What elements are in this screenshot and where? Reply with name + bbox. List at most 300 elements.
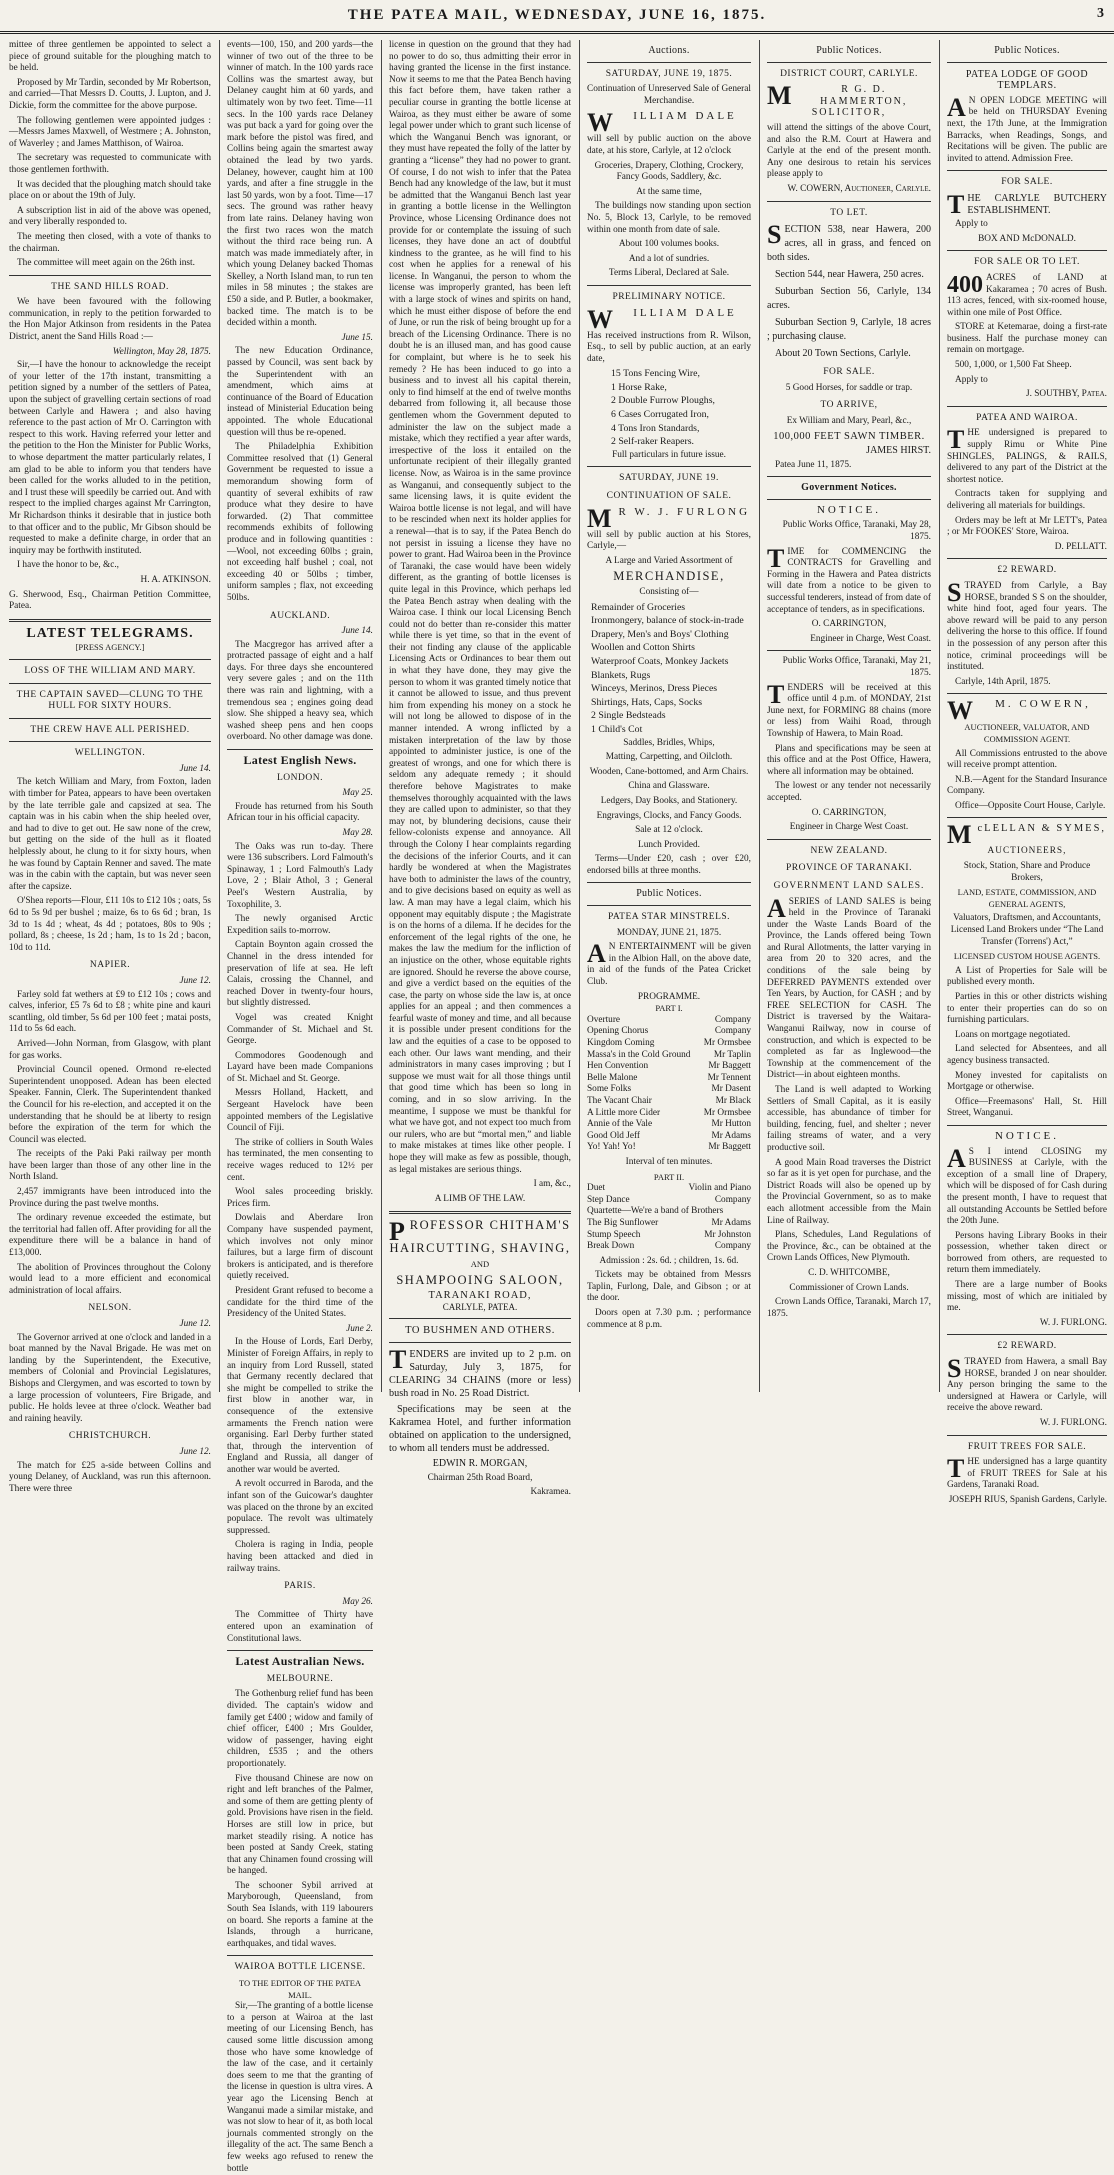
paragraph: It was decided that the ploughing match should take place on or about the 19th of July. bbox=[9, 179, 211, 202]
signature: A LIMB OF THE LAW. bbox=[434, 1193, 526, 1204]
ad-body: Groceries, Drapery, Clothing, Crockery, Fancy Goods, Saddlery, &c. bbox=[594, 160, 744, 183]
paragraph: The Oaks was run to-day. There were 136 subscribers. Lord Falmouth's Spinaway, 1 ; Lord Falmouth's Lady Love, 2 ; Blair Athol, 3 ; General Peel's Western Australia, by Toxophilite, 3. bbox=[227, 841, 373, 910]
ad-heading: PATEA AND WAIROA. bbox=[976, 412, 1078, 423]
paragraph: The schooner Sybil arrived at Maryborough, Queensland, from South Sea Islands, with 119 labourers on board. She reports a famine at the Islands, through a hurricane, earthquakes, and tidal waves. bbox=[227, 1880, 373, 1949]
programme-list bbox=[587, 1183, 751, 1253]
dateline: May 25. bbox=[342, 788, 373, 799]
paragraph: Five thousand Chinese are now on right and left branches of the Palmer, and some of them are getting plenty of gold. Provisions have risen in the field. Horses are still low in price, but market steadily rising. A notice has been posted at Sandy Creek, stating that any Chinamen found crossing will be hanged. bbox=[227, 1773, 373, 1877]
ad-body: Wooden, Cane-bottomed, and Arm Chairs. bbox=[589, 766, 749, 777]
programme-row bbox=[587, 1015, 751, 1027]
programme-item: Overture bbox=[587, 1014, 621, 1025]
ad-body: Valuators, Draftsmen, and Accountants, Licensed Land Brokers under “The Land Transfer (Torrens') Act,” bbox=[950, 913, 1104, 947]
ad-body: ASERIES of LAND SALES is being held in the Province of Taranaki under the Waste Lands Board of the Province, the Lands offered being Town and Rural Allotments, the latter varying in area from 20 to 320 acres, and the conditions of the sale being by DEFERRED PAYMENTS extended over Ten Years, by Auction, for CASH ; and by FREE SELECTION for CASH. The District is traversed by the Waitara-Wanganui Railway, now in course of construction, and which is expected to be completed as far as Inglewood—the Township at the commencement of the District—in about eighteen months. bbox=[767, 893, 931, 1081]
programme-performer: Mr Adams bbox=[711, 1217, 751, 1228]
signature: D. PELLATT. bbox=[1054, 541, 1107, 552]
ad-date: MONDAY, JUNE 21, 1875. bbox=[616, 927, 722, 938]
drop-cap: T bbox=[947, 425, 965, 455]
firm-name: McLELLAN & SYMES, bbox=[947, 820, 1107, 850]
ad-heading: FRUIT TREES FOR SALE. bbox=[967, 1441, 1087, 1452]
divider bbox=[947, 1125, 1107, 1126]
programme-row bbox=[587, 1183, 751, 1195]
programme-item: Good Old Jeff bbox=[587, 1130, 641, 1141]
programme-item: Step Dance bbox=[587, 1194, 630, 1205]
paragraph: Vogel was created Knight Commander of St. Michael and St. George. bbox=[227, 1012, 373, 1047]
paragraph: Farley sold fat wethers at £9 to £12 10s ; cows and calves, inferior, £5 7s 6d to £8 ; white pine and kauri scantling, old timber, 5s 6d per 100 feet ; matai posts, 11d to 5s 6d each. bbox=[9, 989, 211, 1035]
drop-cap: T bbox=[947, 189, 965, 219]
programme-row bbox=[587, 1230, 751, 1242]
paragraph: The strike of colliers in South Wales has terminated, the men consenting to receive wages reduced to 12½ per cent. bbox=[227, 1137, 373, 1183]
press-agency-tag: [PRESS AGENCY.] bbox=[75, 642, 145, 653]
divider bbox=[227, 749, 373, 750]
list-item: 2 Double Furrow Ploughs, bbox=[611, 395, 715, 407]
auctioneer-name: W ILLIAM DALE bbox=[587, 304, 737, 334]
divider bbox=[947, 1334, 1107, 1335]
divider bbox=[947, 558, 1107, 559]
ad-body: At the same time, bbox=[636, 186, 702, 197]
paragraph: The Gothenburg relief fund has been divided. The captain's widow and family get £400 ; widow and family of chief officer, £400 ; Mrs Goulder, widow of passenger, having eight children, £535 ; and the others proportionately. bbox=[227, 1689, 373, 1769]
programme-item: Kingdom Coming bbox=[587, 1038, 655, 1048]
programme-performer: Mr Baggett bbox=[708, 1142, 751, 1153]
paragraph: A subscription list in aid of the above was opened, and very liberally responded to. bbox=[9, 205, 211, 228]
programme-performer: Mr Hutton bbox=[711, 1119, 751, 1130]
ad-body: Suburban Section 9, Carlyle, 18 acres ; purchasing clause. bbox=[767, 317, 931, 343]
ad-body: Stock, Station, Share and Produce Brokers, bbox=[963, 861, 1091, 883]
paragraph: The ketch William and Mary, from Foxton, laden with timber for Patea, appears to have been overtaken by the late terrible gale and capsized at sea. The captain was in his cabin when the ship heeled over, and had to dive to get out. He saw none of the crew, but getting on the side of the hull as it floated helplessly about, he clung to it for sixty hours, when he was found by Captain Renner and saved. The mate was in the cabin with the captain, but was never seen after the capsize. bbox=[9, 777, 211, 892]
ad-body: THE undersigned is prepared to supply Rimu or White Pine SHINGLES, PALINGS, & RAILS, delivered to any part of the District at the shortest notice. bbox=[947, 425, 1107, 485]
solicitor-name: M R G. D. HAMMERTON, SOLICITOR, bbox=[767, 81, 908, 119]
ad-body: The Land is well adapted to Working Settlers of Small Capital, as it is easily accessible, has abundance of timber for building, fencing, fuel, and shelter ; never failing streams of water, and a very productive soil. bbox=[767, 1085, 931, 1153]
ad-heading: FOR SALE. bbox=[1001, 177, 1053, 188]
paragraph: The newly organised Arctic Expedition sails to-morrow. bbox=[227, 914, 373, 936]
ad-body: Plans and specifications may be seen at this office and at the Post Office, Hawera, where all information may be obtained. bbox=[767, 743, 931, 777]
ad-heading: 100,000 FEET SAWN TIMBER. bbox=[773, 430, 925, 442]
ad-heading: PRELIMINARY NOTICE. bbox=[612, 291, 726, 302]
signature: W. COWERN, Auctioneer, Carlyle. bbox=[787, 183, 931, 194]
ad-heading: SATURDAY, JUNE 19, 1875. bbox=[605, 68, 733, 79]
ad-body: The buildings now standing upon section No. 5, Block 13, Carlyle, to be removed within one month from date of sale. bbox=[587, 201, 751, 235]
city-heading: AUCKLAND. bbox=[269, 610, 331, 621]
ad-body: Land selected for Absentees, and all agency business transacted. bbox=[947, 1044, 1107, 1066]
city-heading: NAPIER. bbox=[89, 960, 131, 971]
ad-heading: NEW ZEALAND. bbox=[810, 845, 888, 856]
programme-performer: Mr Johnston bbox=[704, 1229, 751, 1240]
column-divider bbox=[579, 40, 580, 1392]
signature: C. D. WHITCOMBE, bbox=[808, 1267, 890, 1278]
auctioneer-name: M R W. J. FURLONG bbox=[587, 503, 751, 533]
paragraph: Messrs Holland, Hackett, and Sergeant Havelock have been appointed members of the Legislative Council of Fiji. bbox=[227, 1088, 373, 1134]
ad-body: Money invested for capitalists on Mortgage or otherwise. bbox=[947, 1070, 1107, 1093]
dateline: May 26. bbox=[342, 1596, 373, 1607]
ad-body: Lunch Provided. bbox=[638, 839, 700, 850]
programme-performer: Company bbox=[714, 1026, 751, 1037]
list-item: 1 Child's Cot bbox=[591, 723, 643, 735]
programme-item: Quartette—We're a band of Brothers bbox=[587, 1206, 724, 1217]
ad-body: Office—Opposite Court House, Carlyle. bbox=[955, 800, 1106, 811]
ad-body: A S I intend CLOSING my BUSINESS at Carlyle, with the exception of a small line of Drapery, which will be disposed of for Cash during the present month, I have to request that all outstanding Accounts be Settled before the 20th June. bbox=[947, 1143, 1107, 1227]
chitham-advertisement bbox=[389, 1217, 571, 1313]
list-item: Waterproof Coats, Monkey Jackets bbox=[591, 655, 729, 667]
ad-body: Suburban Section 56, Carlyle, 134 acres. bbox=[767, 286, 931, 312]
place: Kakramea. bbox=[530, 1487, 571, 1498]
section-heading: Public Notices. bbox=[994, 45, 1060, 56]
dateline: June 12. bbox=[179, 1319, 211, 1329]
ad-body: Saddles, Bridles, Whips, bbox=[623, 737, 715, 748]
ad-line: SHAMPOOING SALOON, bbox=[396, 1272, 564, 1287]
ad-heading: PATEA LODGE OF GOOD TEMPLARS. bbox=[965, 68, 1089, 92]
ad-body: Contracts taken for supplying and delivering all materials for buildings. bbox=[947, 489, 1107, 511]
section-headline: Latest Australian News. bbox=[235, 1654, 365, 1669]
divider bbox=[947, 406, 1107, 407]
ad-line: HAIRCUTTING, SHAVING, bbox=[389, 1241, 571, 1256]
programme-row bbox=[587, 1119, 751, 1131]
programme-performer: Company bbox=[714, 1241, 751, 1252]
dateline: May 28. bbox=[342, 828, 373, 838]
paragraph: mittee of three gentlemen be appointed to select a piece of ground suitable for the ploughing match to be held. bbox=[9, 40, 211, 74]
ad-heading: DISTRICT COURT, CARLYLE. bbox=[780, 68, 918, 79]
signature-title: Engineer in Charge, West Coast. bbox=[810, 633, 931, 644]
drop-cap: T bbox=[767, 679, 785, 709]
signature-title: Commissioner of Crown Lands. bbox=[789, 1282, 909, 1293]
divider bbox=[587, 285, 751, 286]
ad-body: Doors open at 7.30 p.m. ; performance commence at 8 p.m. bbox=[587, 1308, 751, 1330]
column-6 bbox=[942, 40, 1112, 1505]
divider bbox=[227, 1955, 373, 1956]
ad-date: Carlyle, 14th April, 1875. bbox=[955, 676, 1051, 687]
dateline: June 14. bbox=[179, 763, 211, 774]
city-heading: NELSON. bbox=[88, 1303, 132, 1314]
list-item: 2 Self-raker Reapers. bbox=[611, 436, 694, 448]
programme-item: Duet bbox=[587, 1183, 606, 1194]
auctioneer-name: W M. COWERN, bbox=[947, 696, 1091, 726]
city-heading: WELLINGTON. bbox=[74, 748, 146, 759]
programme-row bbox=[587, 1241, 751, 1253]
paragraph: The ordinary revenue exceeded the estimate, but the territorial had fallen off. After providing for all the expenditure there will be a balance in hand of £13,000. bbox=[9, 1213, 211, 1259]
signature-title: Chairman 25th Road Board, bbox=[427, 1472, 533, 1483]
ad-body: There are a large number of Books missing, most of which are initialed by me. bbox=[947, 1280, 1107, 1314]
programme-row bbox=[587, 1131, 751, 1143]
ad-body: STRAYED from Hawera, a small Bay HORSE, branded J on near shoulder. Any person bringing the same to the undersigned at Hawera or Carlyle, will receive the above reward. bbox=[947, 1354, 1107, 1414]
ad-terms: Terms Liberal, Declared at Sale. bbox=[608, 268, 730, 279]
ad-heading: TO ARRIVE, bbox=[820, 400, 878, 411]
signature: H. A. ATKINSON. bbox=[140, 574, 211, 585]
ad-body: Matting, Carpetting, and Oilcloth. bbox=[605, 752, 733, 763]
divider bbox=[9, 659, 211, 660]
ad-body: A Large and Varied Assortment of bbox=[605, 555, 733, 566]
ad-body: Consisting of— bbox=[639, 587, 699, 597]
list-item: Blankets, Rugs bbox=[591, 669, 651, 681]
ad-body: LICENSED CUSTOM HOUSE AGENTS. bbox=[953, 951, 1101, 962]
paragraph: The meeting then closed, with a vote of thanks to the chairman. bbox=[9, 231, 211, 254]
ad-body: Tickets may be obtained from Messrs Taplin, Furlong, Dale, and Gibson ; or at the door. bbox=[587, 1270, 751, 1304]
paragraph: The Governor arrived at one o'clock and landed in a boat manned by the Naval Brigade. He was met on landing by the Superintendent, the Executive, members of Colonial and Provincial Legislatures, Bishops and Clergymen, and was escorted to town by a large procession of volunteers, Fire Brigade, and public. He holds levee at three o'clock. Weather bad and raining heavily. bbox=[9, 1332, 211, 1424]
programme-list bbox=[587, 1015, 751, 1154]
ad-body: THE CARLYLE BUTCHERY ESTABLISHMENT. bbox=[947, 189, 1107, 219]
headline: LOSS OF THE WILLIAM AND MARY. bbox=[24, 665, 196, 676]
drop-cap: T bbox=[389, 1344, 407, 1374]
ad-body: Apply to bbox=[955, 219, 988, 230]
ad-heading: SATURDAY, JUNE 19. bbox=[619, 473, 719, 484]
programme-item: Annie of the Vale bbox=[587, 1119, 653, 1130]
dateline: June 15. bbox=[341, 332, 373, 343]
ad-body: About 20 Town Sections, Carlyle. bbox=[775, 348, 911, 360]
paragraph: 2,457 immigrants have been introduced into the Province during the past twelve months. bbox=[9, 1187, 211, 1209]
ad-body: About 100 volumes books. bbox=[618, 239, 720, 250]
drop-cap: A bbox=[947, 1143, 966, 1173]
ad-date: Patea June 11, 1875. bbox=[775, 459, 852, 470]
divider bbox=[767, 499, 931, 500]
masthead bbox=[0, 0, 1114, 34]
column-2 bbox=[222, 40, 378, 2174]
programme-item: Yo! Yah! Yo! bbox=[587, 1142, 636, 1153]
ad-heading: CONTINUATION OF SALE. bbox=[606, 491, 732, 502]
programme-row bbox=[587, 1096, 751, 1108]
article-heading: THE SAND HILLS ROAD. bbox=[51, 281, 169, 292]
page-number: 3 bbox=[1097, 6, 1104, 21]
list-item: Ironmongery, balance of stock-in-trade bbox=[591, 615, 744, 627]
drop-cap: P bbox=[389, 1217, 407, 1247]
address: G. Sherwood, Esq., Chairman Petition Committee, Patea. bbox=[9, 589, 211, 612]
ad-body: China and Glassware. bbox=[628, 781, 710, 792]
paragraph: license in question on the ground that they had no power to do so, thus admitting their error in having granted the license in the first instance. Now it seems to me that the Patea Bench having this fact before them, have taken rather a peculiar course in granting the bottle license at Wairoa, as they must either be aware of some legal power under which to grant such license of which the Wanganui Bench was ignorant, or they must have repeated the folly of the latter by granting a “license” they had no power to grant. Of course, I do not wish to infer that the Patea Bench had any knowledge of the law, but it must be admitted that the Wanganui Bench last year in granting a bottle license in the Wellington Province, whose Licensing Ordinance does not provide for or contemplate the issuing of such licenses, they have done an act of doubtful kindness to the grantee, as he will find to his cost when he applies for a renewal of his license. In Wanganui, the person to whom the license was improperly granted, has been left with a large stock of wines and spirits on hand, which he must either dispose of before the end of June, or run the risk of being brought up for a breach of the Licensing Ordinance. There is no doubt he is an illused man, and has good cause for complaint, but where is he to seek his remedy ? He has been induced to go into a business and to invest all his capital therein, only to find himself at the end of twelve months debarred from following it, all because those gentlemen whom the Government deputed to administer the law on the subject made a mistake, which they rectified a year after wards, irrespective of the loss it entailed on the unfortunate recipient of their illegally granted license. Now, as Wairoa is in the same province as Wanganui, and consequently subject to the same licensing laws, it is quite evident the Wairoa bottle license is not legal, and will have to be rescinded when next its holder applies for a renewal—that is to say, if the Patea Bench do not persist in issuing a license they have no power to grant. Had Wairoa been in the Province of Taranaki, the case would have been widely different, as the granting of bottle licenses is quite legal in this Province, which perhaps led the Patea Bench astray when dealing with the Wairoa case. I think our local Licensing Bench could not do better than re-consider this matter while there is yet time, so that in the event of their not finding any clause of the applicable Licensing Acts or Ordinances to bear them out in what they have done, they may give the person to whom it was granted timely notice that it cannot be allowed to issue, and thus prevent him from expending his money on a stock he will not long be allowed to dispose of in the manner intended. A wrong inflicted by a mistaken interpretation of the law by those appointed to administer justice, is one of the greatest of wrongs, and one for which there is seldom any adequate remedy ; it should therefore behove Magistrates to make themselves thoroughly acquainted with the laws they are called upon to administer, so that they may not, by blundering decisions, cause their fellow-colonists expense and annoyance. All through the Colony I hear complaints regarding the decisions of the inferior Courts, and it can hardly be wondered at when the Magistrates have both to administer the laws of the country, and to give decisions based on equity as well as law. A man may have a legal claim, which his opponent may equitably dispute ; the Magistrate is on the horns of a dilema. If he decides for the enforcement of the legal rights of the one, he makes the law the medium for the infliction of an injustice on the other, whose equitable rights are ignored. Should he reverse the above course, and give a verdict based on the equities of the case, the party on whose side the law is, at once applies for an appeal ; and then commences a fearful waste of money and time, and all because it is possible under present conditions for the law and the equities of a case to be opposed to each other. Our laws want mending, and their administrators in many cases improving ; but I suppose we must wait for all those things until that good time which has been so long in coming, and in so slow arriving. In the meantime, I suppose we must be thankful for what we have got, and not expect too much from our rulers, who are but “mortal men,” and liable to make mistakes at times like other people. I hope they will make as few as possible, though, as legal mistakes are serious things. bbox=[389, 40, 571, 1175]
programme-row bbox=[587, 1108, 751, 1120]
programme-item: Belle Malone bbox=[587, 1072, 638, 1083]
ad-line: CARLYLE, PATEA. bbox=[442, 1301, 518, 1312]
ad-body: Section 544, near Hawera, 250 acres. bbox=[775, 269, 924, 281]
ad-heading: £2 REWARD. bbox=[997, 565, 1057, 576]
divider bbox=[587, 62, 751, 63]
list-item: Shirtings, Hats, Caps, Socks bbox=[591, 696, 703, 708]
ad-body: Specifications may be seen at the Kakramea Hotel, and further information obtained on application to the undersigned, to whom all tenders must be addressed. bbox=[389, 1403, 571, 1454]
ad-body: STORE at Ketemarae, doing a first-rate business. Half the purchase money can remain on mortgage. bbox=[947, 322, 1107, 356]
city-heading: PARIS. bbox=[284, 1581, 316, 1592]
ad-heading: TO LET. bbox=[830, 207, 868, 218]
paragraph: The committee will meet again on the 26th inst. bbox=[17, 258, 195, 269]
ad-body: Orders may be left at Mr LETT's, Patea ; or Mr FOOKES' Store, Wairoa. bbox=[947, 515, 1107, 538]
drop-cap: M bbox=[767, 81, 794, 111]
drop-cap: T bbox=[767, 543, 785, 573]
programme-row bbox=[587, 1026, 751, 1038]
ad-body: THE undersigned has a large quantity of FRUIT TREES for Sale at his Gardens, Taranaki Road. bbox=[947, 1454, 1107, 1491]
divider bbox=[9, 718, 211, 719]
divider bbox=[947, 62, 1107, 63]
drop-cap: A bbox=[767, 893, 786, 923]
city-heading: CHRISTCHURCH. bbox=[68, 1431, 152, 1442]
city-heading: LONDON. bbox=[277, 772, 323, 783]
paragraph: Commodores Goodenough and Layard have been made Companions of St. Michael and St. George. bbox=[227, 1050, 373, 1084]
ad-heading: FOR SALE OR TO LET. bbox=[974, 257, 1080, 268]
ad-line: AND bbox=[470, 1258, 490, 1269]
paragraph: The Committee of Thirty have entered upon an examination of Constitutional laws. bbox=[227, 1610, 373, 1644]
programme-part: PART II. bbox=[653, 1171, 685, 1182]
programme-row bbox=[587, 1038, 751, 1050]
programme-performer: Mr Taplin bbox=[713, 1049, 751, 1060]
dateline: June 12. bbox=[179, 975, 211, 986]
divider bbox=[947, 1435, 1107, 1436]
dateline: June 2. bbox=[346, 1323, 373, 1334]
paragraph: The match for £25 a-side between Collins and young Delaney, of Auckland, was run this afternoon. There were three bbox=[9, 1460, 211, 1494]
divider bbox=[389, 1211, 571, 1214]
letter-address: TO THE EDITOR OF THE PATEA MAIL. bbox=[238, 1978, 362, 2000]
ad-body: Apply to bbox=[955, 374, 988, 385]
drop-cap: 400 bbox=[947, 271, 983, 298]
ad-body: A List of Properties for Sale will be published every month. bbox=[947, 965, 1107, 988]
list-item: Drapery, Men's and Boys' Clothing bbox=[591, 628, 729, 640]
paragraph: Sir,—The granting of a bottle license to a person at Wairoa at the last meeting of our Licensing Bench, has caused some little discussion among those who have some knowledge of the law of the case, and it certainly does seem to me that the granting of the license in question is ultra vires. A year ago the Licensing Bench at Wanganui made a similar mistake, and was not slow to hear of it, as both local journals commented strongly on the illegality of the act. The same Bench a few weeks ago refused to renew the bottle bbox=[227, 2001, 374, 2174]
paragraph: Wool sales proceeding briskly. Prices firm. bbox=[227, 1187, 373, 1209]
divider bbox=[9, 275, 211, 276]
programme-part: PART I. bbox=[655, 1003, 683, 1014]
section-headline: LATEST TELEGRAMS. bbox=[26, 625, 194, 641]
ad-heading: PATEA STAR MINSTRELS. bbox=[607, 912, 731, 923]
paragraph: Captain Boynton again crossed the Channel in the dress intended for preservation of life at sea. He left Calais, crossing the Channel, and reached Dover in twenty-four hours, but slightly distressed. bbox=[227, 940, 373, 1009]
programme-performer: Mr Ormsbee bbox=[703, 1038, 751, 1048]
drop-cap: M bbox=[947, 820, 974, 850]
programme-performer: Mr Tennent bbox=[707, 1072, 751, 1083]
signature: O. CARRINGTON, bbox=[811, 807, 887, 818]
programme-row bbox=[587, 1206, 751, 1218]
divider bbox=[947, 693, 1107, 694]
programme-performer: Mr Black bbox=[715, 1095, 751, 1106]
divider bbox=[9, 741, 211, 742]
ad-heading: £2 REWARD. bbox=[997, 1341, 1057, 1352]
programme-title: PROGRAMME. bbox=[637, 991, 701, 1002]
signature: W. J. FURLONG. bbox=[1039, 1418, 1107, 1428]
section-heading: Public Notices. bbox=[816, 45, 882, 56]
ad-body: Sale at 12 o'clock. bbox=[635, 825, 703, 836]
divider bbox=[947, 170, 1107, 171]
column-divider bbox=[759, 40, 760, 1392]
ad-body: Ledgers, Day Books, and Stationery. bbox=[600, 795, 738, 806]
ad-body: LAND, ESTATE, COMMISSION, AND GENERAL AGENTS, bbox=[957, 887, 1097, 909]
divider bbox=[9, 619, 211, 622]
ad-body: will attend the sittings of the above Court, and also the R.M. Court at Hawera and Carlyle at the end of the present month. Any one desirous to retain his services please apply to bbox=[767, 122, 931, 180]
column-divider bbox=[939, 40, 940, 1392]
column-4 bbox=[582, 40, 756, 1394]
programme-performer: Mr Dasent bbox=[711, 1084, 751, 1095]
drop-cap: S bbox=[947, 1354, 962, 1384]
ad-body: 500, 1,000, or 1,500 Fat Sheep. bbox=[955, 360, 1072, 371]
ad-body: will sell by public auction at his Stores, Carlyle,— bbox=[587, 529, 751, 552]
drop-cap: W bbox=[947, 696, 976, 726]
programme-item: A Little more Cider bbox=[587, 1107, 661, 1118]
paragraph: Froude has returned from his South African tour in his official capacity. bbox=[227, 801, 373, 824]
divider bbox=[9, 683, 211, 684]
programme-performer: Violin and Piano bbox=[688, 1183, 751, 1194]
divider bbox=[767, 839, 931, 840]
column-divider bbox=[381, 40, 382, 1392]
dateline: June 12. bbox=[179, 1446, 211, 1457]
divider bbox=[767, 650, 931, 651]
letter-close: I am, &c., bbox=[533, 1179, 571, 1190]
ad-body: TIME for COMMENCING the CONTRACTS for Gravelling and Forming in the Hawera and Patea districts will date from a notice to be given to successful tenderers, instead of from date of acceptance of tenders, as in specifications. bbox=[767, 543, 931, 615]
column-3 bbox=[384, 40, 576, 1498]
ad-body: A N OPEN LODGE MEETING will be held on THURSDAY Evening next, the 17th June, at the Immigration Barracks, when Readings, Songs, and Recitations will be given. The public are invited to attend. Admission Free. bbox=[947, 92, 1107, 164]
ad-body: Loans on mortgage negotiated. bbox=[955, 1029, 1071, 1040]
paragraph: The Macgregor has arrived after a protracted passage of eight and a half days. For three days she encountered very severe gales ; and on the 11th there was rain and lightning, with a tremendous sea ; engines going dead slow. She shipped a heavy sea, which washed sheep pens and hen coops overboard. No other damage was done. bbox=[227, 639, 373, 743]
programme-performer: Mr Adams bbox=[711, 1130, 751, 1141]
ad-body: TENDERS will be received at this office until 4 p.m. of MONDAY, 21st June next, for FORMING 88 chains (more or less) from Waihi Road, through Township of Hawera, to Main Road. bbox=[767, 679, 931, 739]
drop-cap: W bbox=[587, 108, 616, 138]
list-item: Winceys, Merinos, Dress Pieces bbox=[591, 683, 718, 695]
paragraph: Cholera is raging in India, people having been attacked and died in railway trains. bbox=[227, 1540, 373, 1574]
programme-item: Break Down bbox=[587, 1241, 635, 1252]
drop-cap: M bbox=[587, 503, 615, 533]
signature-title: Engineer in Charge West Coast. bbox=[789, 822, 909, 833]
ad-body: 5 Good Horses, for saddle or trap. bbox=[785, 382, 913, 393]
divider bbox=[587, 905, 751, 906]
divider bbox=[767, 476, 931, 477]
divider bbox=[389, 1318, 571, 1319]
ad-heading: MERCHANDISE, bbox=[613, 569, 725, 584]
drop-cap: A bbox=[587, 939, 606, 969]
drop-cap: S bbox=[947, 577, 962, 607]
admission: Admission : 2s. 6d. ; children, 1s. 6d. bbox=[599, 1255, 739, 1266]
ad-heading: GOVERNMENT LAND SALES. bbox=[773, 880, 925, 891]
signature: JOSEPH RIUS, Spanish Gardens, Carlyle. bbox=[948, 1494, 1107, 1505]
paragraph: President Grant refused to become a candidate for the third time of the Presidency of the United States. bbox=[227, 1285, 373, 1320]
paragraph: The following gentlemen were appointed judges :—Messrs James Maxwell, of Westmere ; A. Johnston, of Waverley ; and James Matthison, of Wairoa. bbox=[9, 115, 211, 149]
paragraph: events—100, 150, and 200 yards—the winner of two out of the three to be winner of match. In the 100 yards race Collins was the smartest away, but Delaney caught him at 60 yards, and ultimately won by two feet. Time—11 secs. In the 100 yards race Delaney was put back a yard for going over the mark before the pistol was fired, and Collins being again the smartest away obtained the lead by two yards. Delaney, however, caught him at 100 yards, and after a fine struggle in the last 50 yards, won by a foot. Time—17 secs. The ground was rather heavy from late rains. Delaney having won the first two races won the match without the third race being run. A match was made immediately after, in which young Delaney backed Thomas Skelley, a North Island man, to run ten miles in 58 minutes ; the stakes are £50 a side, and P. Butler, a bookmaker, backed time. The match is to be decided within a month. bbox=[227, 40, 373, 329]
programme-row bbox=[587, 1084, 751, 1096]
paragraph: Proposed by Mr Tardin, seconded by Mr Robertson, and carried—That Messrs D. Coutts, J. Lupton, and J. Dickie, form the committee for the above purpose. bbox=[9, 77, 211, 111]
column-5 bbox=[762, 40, 936, 1394]
paragraph: Provincial Council opened. Ormond re-elected Superintendent unopposed. Adean has been elected Speaker. Fannin, Clerk. The Superintendent thanked the Council for his re-election, and accepted it on the understanding that he should be at liberty to resign before the expiration of the term for which the Council was elected. bbox=[9, 1065, 211, 1145]
list-item: 1 Horse Rake, bbox=[611, 381, 667, 393]
paragraph: We have been favoured with the following communication, in reply to the petition forwarded to the Hon Major Atkinson from residents in the Patea District, anent the Sand Hills Road :— bbox=[9, 297, 211, 343]
drop-cap: W bbox=[587, 304, 616, 334]
programme-performer: Mr Ormsbee bbox=[703, 1107, 751, 1118]
ad-subheading: AUCTIONEER, VALUATOR, AND COMMISSION AGENT. bbox=[964, 722, 1090, 744]
ad-date: Public Works Office, Taranaki, May 28, 1875. bbox=[782, 520, 931, 543]
drop-cap: A bbox=[947, 92, 966, 122]
ad-body: Full particulars in future issue. bbox=[612, 449, 726, 460]
section-heading: Government Notices. bbox=[801, 482, 897, 494]
ad-body: The lowest or any tender not necessarily accepted. bbox=[767, 781, 931, 803]
paragraph: I have the honor to be, &c., bbox=[17, 560, 119, 571]
ad-heading: NOTICE. bbox=[994, 1129, 1060, 1142]
ad-body: Plans, Schedules, Land Regulations of the Province, &c., can be obtained at the Crown Lands Offices, New Plymouth. bbox=[767, 1230, 931, 1264]
programme-row bbox=[587, 1195, 751, 1207]
section-heading: Auctions. bbox=[648, 45, 690, 56]
divider bbox=[767, 201, 931, 202]
drop-cap: S bbox=[767, 220, 782, 250]
ad-date: Public Works Office, Taranaki, May 21, 1875. bbox=[782, 656, 931, 678]
programme-row bbox=[587, 1218, 751, 1230]
list-item: Woollen and Cotton Shirts bbox=[591, 642, 695, 654]
programme-row bbox=[587, 1050, 751, 1062]
drop-cap: T bbox=[947, 1454, 965, 1484]
paragraph: The receipts of the Paki Paki railway per month have been larger than those of any other line in the North Island. bbox=[9, 1149, 211, 1183]
ad-body: Office—Freemasons' Hall, St. Hill Street, Wanganui. bbox=[947, 1096, 1107, 1119]
ad-body: STRAYED from Carlyle, a Bay HORSE, branded S S on the shoulder, white hind foot, aged four years. The above reward will be paid to any person delivering the horse to this office. If found in the possession of any person after this notice, criminal proceedings will be instituted. bbox=[947, 577, 1107, 673]
programme-item: Opening Chorus bbox=[587, 1026, 649, 1037]
programme-item: The Big Sunflower bbox=[587, 1217, 659, 1228]
ad-heading: NOTICE. bbox=[816, 503, 882, 516]
ad-body: Persons having Library Books in their possession, whether taken direct or borrowed from others, are requested to return them immediately. bbox=[947, 1230, 1107, 1276]
ad-body: Ex William and Mary, Pearl, &c., bbox=[786, 415, 912, 426]
divider bbox=[587, 882, 751, 883]
auctioneer-name: W ILLIAM DALE bbox=[587, 108, 737, 138]
signature: W. J. FURLONG. bbox=[1039, 1317, 1107, 1328]
list-item: 2 Single Bedsteads bbox=[591, 710, 666, 722]
programme-row bbox=[587, 1061, 751, 1073]
paragraph: The Philadelphia Exhibition Committee resolved that (1) General Government be requested to issue a memorandum showing form of quantity of several exhibits of raw produce what they desire to have forwarded. (2) That committee recommends exhibits of following produce and in following quantities :—Wool, not exceeding 60lbs ; grain, not exceeding half bushel ; coal, not exceeding 40 or 50lbs ; timber, uniform samples ; flax, not exceeding 50lbs. bbox=[227, 442, 373, 603]
divider bbox=[767, 62, 931, 63]
paragraph: The abolition of Provinces throughout the Colony would lead to a more efficient and economical administration of local affairs. bbox=[9, 1262, 211, 1296]
paragraph: Sir,—I have the honour to acknowledge the receipt of your letter of the 17th instant, transmitting a petition signed by a number of the settlers of Patea, upon the subject of gravelling certain sections of road between Carlyle and Hawera ; and also having reference to the past action of Mr O. Carrington with respect to this work. Having referred your letter and the petition to the Hon the Minister for Public Works, to whose department the matter particularly relates, I am glad to be able to inform you that tenders have been called for the works alluded to in the petition, and I trust these will speedily be carried out. And with respect to the implied charges against Mr Carrington, Mr Richardson thinks it desirable that in justice both to that officer and to the public, Mr Gibson should be requested to make a definite charge, in order that an inquiry may be forthwith instituted. bbox=[9, 360, 211, 556]
signature: JAMES HIRST. bbox=[866, 445, 931, 457]
headline: THE CREW HAVE ALL PERISHED. bbox=[30, 724, 190, 735]
